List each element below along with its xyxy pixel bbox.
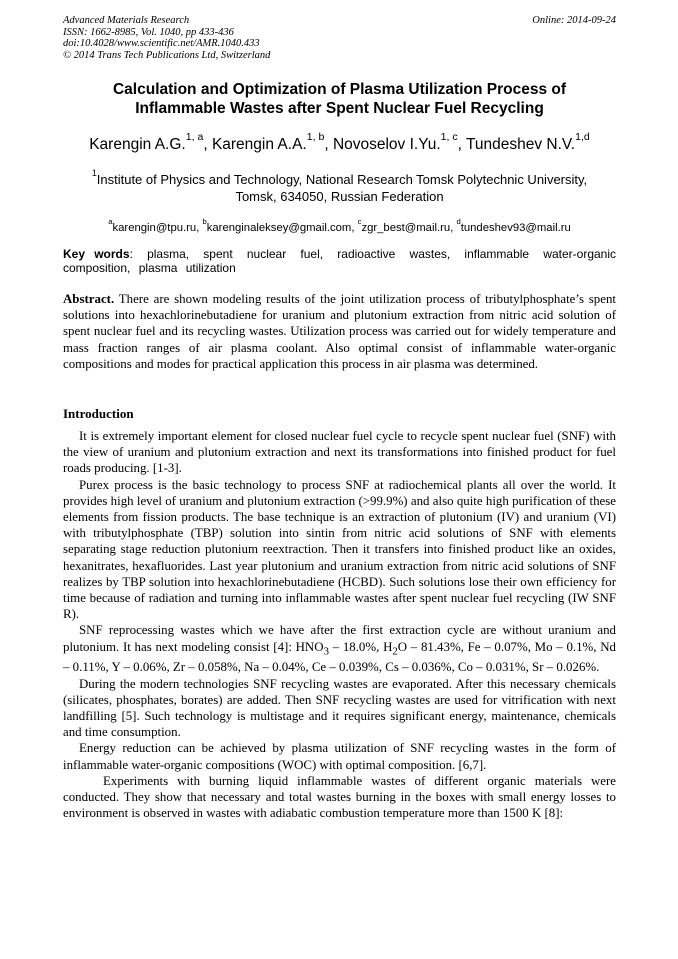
author-affiliation-mark: 1,d	[575, 131, 590, 144]
subscript: 2	[392, 645, 398, 658]
paragraph: It is extremely important element for closed nuclear fuel cycle to recycle spent nuclear fuel (SNF) with the view of uranium and plutonium extraction and next its transformations into finished product for fuel roads producing. [1-3].	[63, 429, 616, 476]
author-name: Novoselov I.Yu.	[332, 136, 441, 153]
author-name: Tundeshev N.V.	[465, 136, 576, 153]
email-mark: d	[456, 217, 461, 227]
email-mark: a	[108, 217, 113, 227]
paragraph: Purex process is the basic technology to process SNF at radiochemical plants all over the world. It provides high level of uranium and plutonium extraction (>99.9%) and also quite high purification of these elements from fission products. The base technique is an extraction of plutonium (IV) and uranium (VI) with tributylphosphate (TBP) solution into sintin from nitric acid solutions of SNF with elements separating stage reduction plutonium reextraction. Then it transfers into finished product like an oxides, hexanitrates, hexafluorides. Last year plutonium and uranium extraction from nitric acid solutions of SNF realizes by TBP solution into hexachlorinebutadiene (HCBD). Such solutions lose their own efficiency for time because of radiation and turning into inflammable wastes after spent nuclear fuel recycling (IW SNF R).	[63, 477, 616, 622]
author-separator: ,	[457, 136, 466, 153]
section-heading-introduction: Introduction	[63, 406, 134, 421]
email-address: karenginaleksey@gmail.com,	[206, 222, 358, 234]
paragraph: During the modern technologies SNF recycling wastes are evaporated. After this necessary chemicals (silicates, phosphates, borates) are added. Then SNF recycling wastes are used for vitrification with next landfilling [5]. Such technology is multistage and it requires significant energy, maintenance, chemicals and time consumption.	[63, 676, 616, 740]
title-line-2: Inflammable Wastes after Spent Nuclear Fuel Recycling	[135, 99, 544, 117]
doi-line: doi:10.4028/www.scientific.net/AMR.1040.433	[63, 38, 260, 49]
paragraph: Experiments with burning liquid inflammable wastes of different organic materials were conducted. They show that necessary and total wastes burning in the boxes with small energy losses to environment is observed in wastes with adiabatic combustion temperature more than 1500 K [8]:	[63, 773, 616, 821]
affiliation-mark: 1	[91, 168, 97, 179]
author-emails	[63, 217, 616, 235]
paragraph-text: SNF reprocessing wastes which we have after the first extraction cycle are without uranium and plutonium. It has next modeling consist [4]: HNO	[63, 623, 616, 654]
affiliation-line-1: Institute of Physics and Technology, National Research Tomsk Polytechnic University,	[96, 172, 588, 187]
author-list	[63, 131, 616, 155]
email-address: karengin@tpu.ru,	[112, 222, 203, 234]
affiliation	[63, 168, 616, 205]
keywords-label: Key words	[63, 247, 130, 261]
author-name: Karengin A.A.	[211, 136, 307, 153]
author-affiliation-mark: 1, b	[306, 131, 325, 144]
keywords-text: : plasma, spent nuclear fuel, radioactive wastes, inflammable water-organic composition, plasma utilization	[63, 247, 617, 275]
email-mark: b	[202, 217, 207, 227]
abstract-text: There are shown modeling results of the joint utilization process of tributylphosphate’s spent solutions into hexachlorinebutadiene for uranium and plutonium extraction from nitric acid solution of spent nuclear fuel and its recycling wastes. Utilization process was carried out for widely temperature and mass fraction ranges of air plasma coolant. Also optimal consist of inflammable water-organic compositions and modes for practical application this process in air plasma was determined.	[63, 292, 616, 371]
paragraph: Energy reduction can be achieved by plasma utilization of SNF recycling wastes in the form of inflammable water-organic compositions (WOC) with optimal composition. [6,7].	[63, 741, 616, 772]
affiliation-line-2: Tomsk, 634050, Russian Federation	[235, 189, 444, 204]
author-affiliation-mark: 1, c	[440, 131, 458, 144]
email-address: zgr_best@mail.ru,	[361, 222, 457, 234]
email-mark: c	[357, 217, 362, 227]
subscript: 3	[323, 645, 329, 658]
paragraph	[63, 622, 616, 675]
title-line-1: Calculation and Optimization of Plasma Utilization Process of	[112, 81, 566, 98]
running-header	[63, 15, 616, 61]
paragraph-text: O – 81.43%, Fe – 0.07%, Mo – 0.1%, Nd – 0.11%, Y – 0.06%, Zr – 0.058%, Na – 0.04%, Ce – 0.039%, Cs – 0.036%, Co – 0.031%, Sr – 0.026%.	[63, 639, 616, 675]
journal-name: Advanced Materials Research	[63, 15, 190, 26]
issn-line: ISSN: 1662-8985, Vol. 1040, pp 433-436	[63, 26, 234, 38]
abstract	[63, 291, 616, 372]
author-name: Karengin A.G.	[89, 136, 186, 153]
introduction-body	[63, 428, 616, 821]
copyright-line: © 2014 Trans Tech Publications Ltd, Switzerland	[63, 49, 271, 61]
email-address: tundeshev93@mail.ru	[460, 222, 571, 234]
keywords	[63, 247, 616, 275]
abstract-label: Abstract.	[63, 292, 115, 306]
author-separator: ,	[324, 136, 333, 153]
online-date: Online: 2014-09-24	[532, 15, 616, 26]
paragraph-text: – 18.0%, H	[328, 639, 393, 654]
paper-title	[63, 81, 616, 118]
author-separator: ,	[203, 136, 212, 153]
author-affiliation-mark: 1, a	[185, 131, 204, 144]
